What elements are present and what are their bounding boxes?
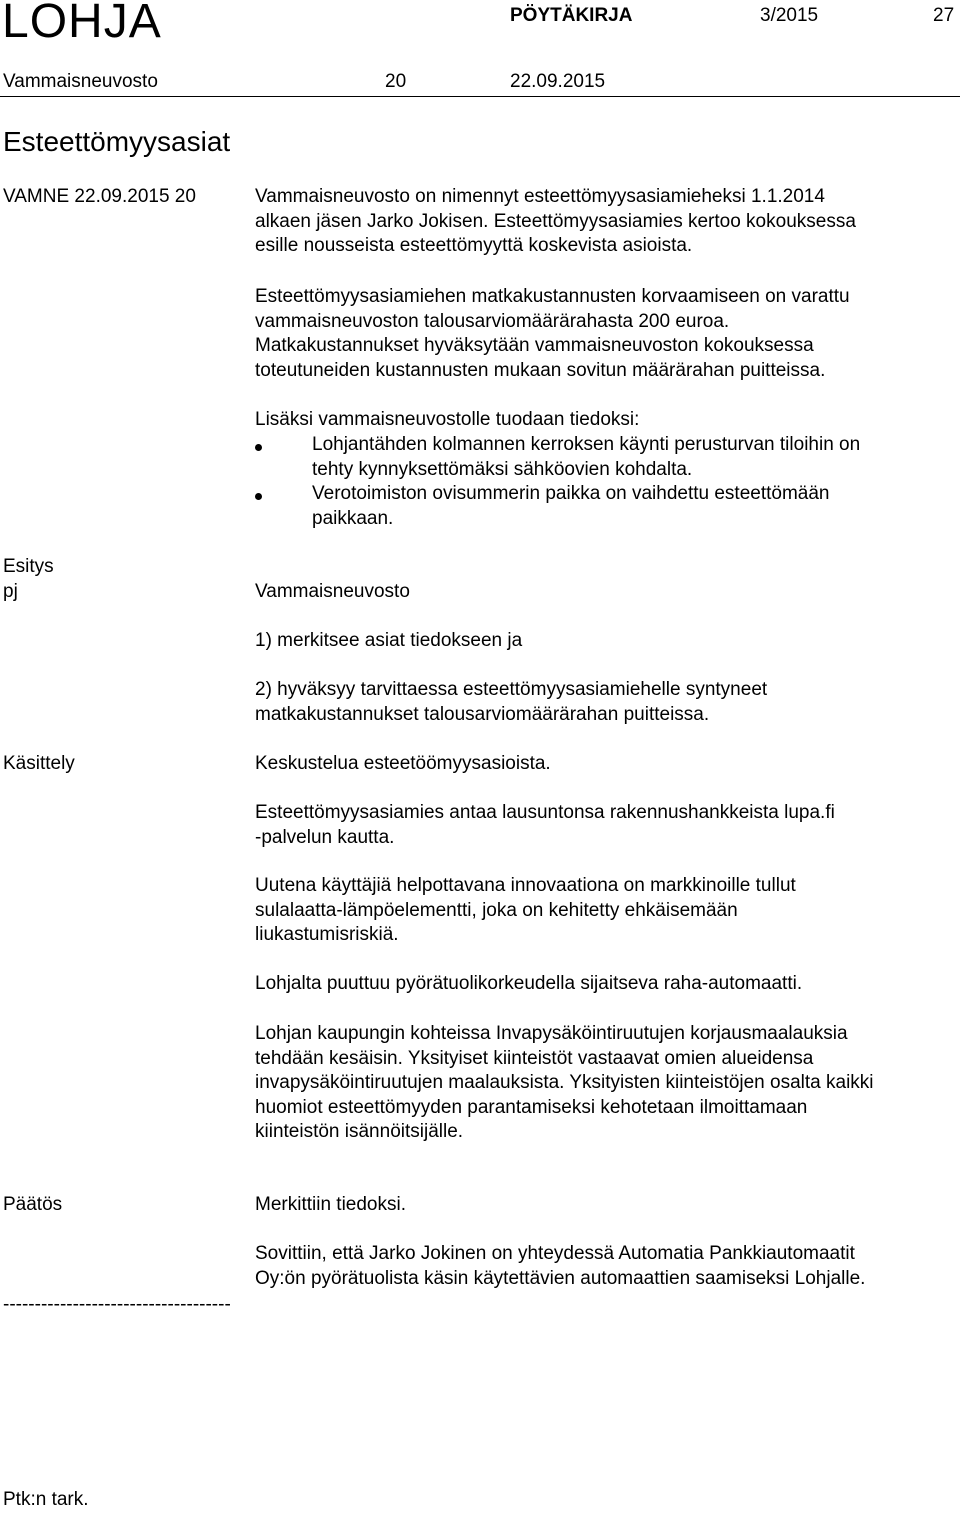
bullet-line: paikkaan. [312,507,394,529]
paragraph-line: huomiot esteettömyyden parantamiseksi kehotetaan ilmoittamaan [255,1096,808,1118]
body-name: Vammaisneuvosto [3,71,158,92]
section-reference: VAMNE 22.09.2015 20 [3,186,196,207]
paragraph-line: Esteettömyysasiamies antaa lausuntonsa rakennushankkeista lupa.fi [255,802,835,823]
paragraph-line: invapysäköintiruutujen maalauksista. Yksityisten kiinteistöjen osalta kaikki [255,1072,874,1093]
bullet-item [255,482,945,531]
info-bullet-list [255,433,945,531]
bullet-line: Verotoimiston ovisummerin paikka on vaihdettu esteettömään [312,483,830,504]
bullet-icon [255,493,262,500]
paragraph-line: tehdään kesäisin. Yksityiset kiinteistöt vastaavat omien alueidensa [255,1047,814,1069]
paragraph-line: Lohjan kaupungin kohteissa Invapysäköintiruutujen korjausmaalauksia [255,1023,848,1044]
info-intro: Lisäksi vammaisneuvostolle tuodaan tiedoksi: [255,409,640,430]
paragraph-line: Matkakustannukset hyväksytään vammaisneuvoston kokouksessa [255,335,814,356]
bullet-icon [255,444,262,451]
paragraph-line: liukastumisriskiä. [255,924,399,945]
paragraph-line: matkakustannukset talousarviomäärärahan puitteissa. [255,703,710,725]
paragraph-line: Esteettömyysasiamiehen matkakustannusten korvaamiseen on varattu [255,286,850,307]
document-type: PÖYTÄKIRJA [510,5,633,26]
footer-note: Ptk:n tark. [3,1489,89,1510]
esitys-item-1: 1) merkitsee asiat tiedokseen ja [255,630,523,651]
separator-line: ------------------------------------ [3,1294,231,1315]
intro-paragraph [255,185,945,259]
lohja-logo: LOHJA [2,0,162,48]
paatos-paragraph-1: Merkittiin tiedoksi. [255,1194,406,1215]
paragraph-line: toteutuneiden kustannusten mukaan sovitun määrärahan puitteissa. [255,359,826,381]
kasittely-label: Käsittely [3,753,75,774]
bullet-item [255,433,945,482]
paragraph-line: Sovittiin, että Jarko Jokinen on yhteydessä Automatia Pankkiautomaatit [255,1243,855,1264]
header-divider [0,96,960,97]
kasittely-paragraph-2 [255,801,945,850]
kasittely-paragraph-1: Keskustelua esteetöömyysasioista. [255,753,551,774]
paragraph-line: 2) hyväksyy tarvittaessa esteettömyysasiamiehelle syntyneet [255,679,768,700]
page-number: 27 [933,5,955,26]
esitys-item-2 [255,678,945,727]
travel-costs-paragraph [255,285,945,383]
paragraph-line: Uutena käyttäjiä helpottavana innovaationa on markkinoille tullut [255,875,796,896]
intro-line: alkaen jäsen Jarko Jokisen. Esteettömyysasiamies kertoo kokouksessa [255,210,856,232]
meeting-date: 22.09.2015 [510,71,606,92]
paragraph-line: sulalaatta-lämpöelementti, joka on kehitetty ehkäisemään [255,899,738,921]
intro-line: esille nousseista esteettömyyttä koskevista asioista. [255,235,693,256]
bullet-line: tehty kynnyksettömäksi sähköovien kohdalta. [312,458,693,480]
kasittely-paragraph-4: Lohjalta puuttuu pyörätuolikorkeudella sijaitseva raha-automaatti. [255,973,803,994]
esitys-subject: Vammaisneuvosto [255,581,410,602]
paatos-label: Päätös [3,1194,63,1215]
esitys-label: Esitys [3,556,54,577]
document-number: 3/2015 [760,5,819,26]
paragraph-line: -palvelun kautta. [255,826,395,848]
paatos-paragraph-2 [255,1242,945,1291]
section-number: 20 [385,71,407,92]
paragraph-line: kiinteistön isännöitsijälle. [255,1121,464,1142]
bullet-line: Lohjantähden kolmannen kerroksen käynti perusturvan tiloihin on [312,434,861,455]
kasittely-paragraph-3 [255,874,945,948]
intro-line: Vammaisneuvosto on nimennyt esteettömyysasiamieheksi 1.1.2014 [255,186,825,207]
paragraph-line: Oy:ön pyörätuolista käsin käytettävien automaattien saamiseksi Lohjalle. [255,1267,866,1289]
section-heading: Esteettömyysasiat [3,126,231,157]
esitys-sublabel: pj [3,581,18,602]
kasittely-paragraph-5 [255,1022,945,1145]
paragraph-line: vammaisneuvoston talousarviomäärärahasta 200 euroa. [255,310,730,332]
